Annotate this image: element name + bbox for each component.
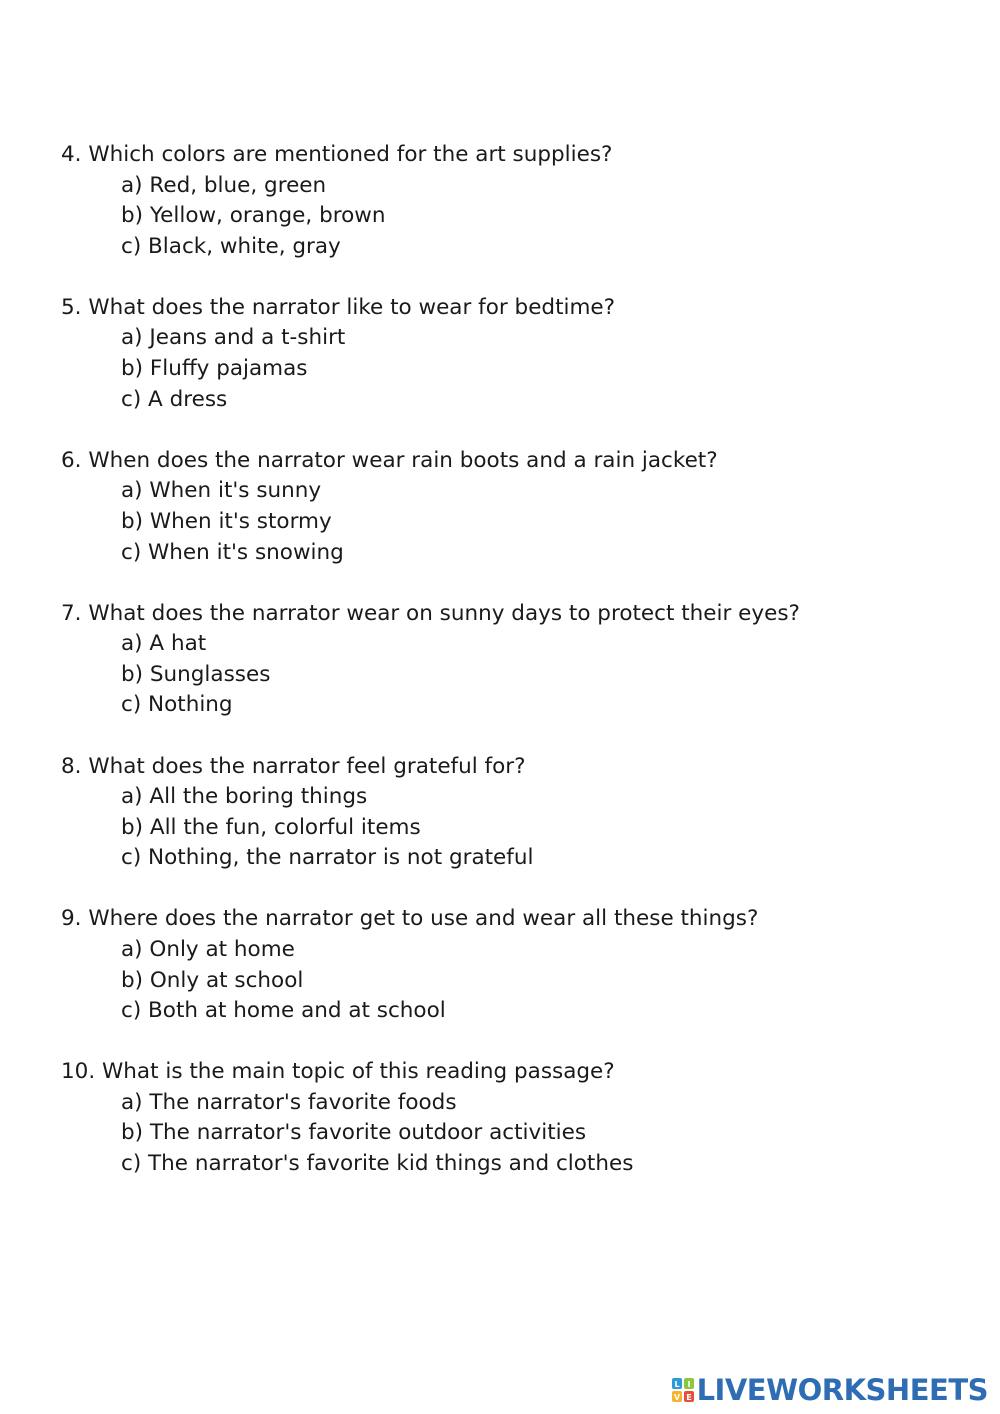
option-c: c) Nothing xyxy=(121,692,233,718)
question-8 xyxy=(61,752,961,874)
option-c: c) Nothing, the narrator is not grateful xyxy=(121,845,534,871)
question-text: 9. Where does the narrator get to use and wear all these things? xyxy=(61,906,759,932)
question-5 xyxy=(61,293,961,415)
option-c: c) When it's snowing xyxy=(121,539,344,565)
option-b: b) All the fun, colorful items xyxy=(121,814,421,840)
option-b: b) Sunglasses xyxy=(121,661,271,687)
liveworksheets-logo-icon xyxy=(671,1377,695,1403)
option-a: a) The narrator's favorite foods xyxy=(121,1089,457,1115)
question-text: 10. What is the main topic of this reading passage? xyxy=(61,1059,615,1085)
liveworksheets-brand xyxy=(671,1373,988,1407)
question-9 xyxy=(61,904,961,1026)
question-7 xyxy=(61,599,961,721)
option-a: a) Only at home xyxy=(121,936,295,962)
question-text: 6. When does the narrator wear rain boots and a rain jacket? xyxy=(61,447,718,473)
option-b: b) Fluffy pajamas xyxy=(121,356,308,382)
option-b: b) When it's stormy xyxy=(121,508,332,534)
option-b: b) The narrator's favorite outdoor activities xyxy=(121,1120,587,1146)
worksheet xyxy=(61,140,961,1210)
question-text: 8. What does the narrator feel grateful for? xyxy=(61,753,526,779)
option-b: b) Yellow, orange, brown xyxy=(121,203,386,229)
question-10 xyxy=(61,1057,961,1179)
liveworksheets-wordmark: LIVEWORKSHEETS xyxy=(696,1373,988,1407)
svg-text:L: L xyxy=(674,1380,680,1389)
question-6 xyxy=(61,446,961,568)
option-a: a) Jeans and a t-shirt xyxy=(121,325,346,351)
option-c: c) A dress xyxy=(121,386,228,412)
option-c: c) Both at home and at school xyxy=(121,998,446,1024)
svg-text:V: V xyxy=(673,1393,680,1402)
option-b: b) Only at school xyxy=(121,967,304,993)
svg-text:E: E xyxy=(685,1393,692,1402)
question-text: 4. Which colors are mentioned for the art supplies? xyxy=(61,142,613,167)
option-a: a) When it's sunny xyxy=(121,478,322,504)
question-4 xyxy=(61,140,961,262)
question-text: 5. What does the narrator like to wear for bedtime? xyxy=(61,294,616,320)
question-text: 7. What does the narrator wear on sunny days to protect their eyes? xyxy=(61,600,800,626)
option-a: a) A hat xyxy=(121,631,207,657)
option-a: a) All the boring things xyxy=(121,784,368,810)
option-a: a) Red, blue, green xyxy=(121,172,327,198)
option-c: c) Black, white, gray xyxy=(121,233,341,259)
svg-text:I: I xyxy=(687,1380,691,1389)
option-c: c) The narrator's favorite kid things and clothes xyxy=(121,1151,634,1177)
